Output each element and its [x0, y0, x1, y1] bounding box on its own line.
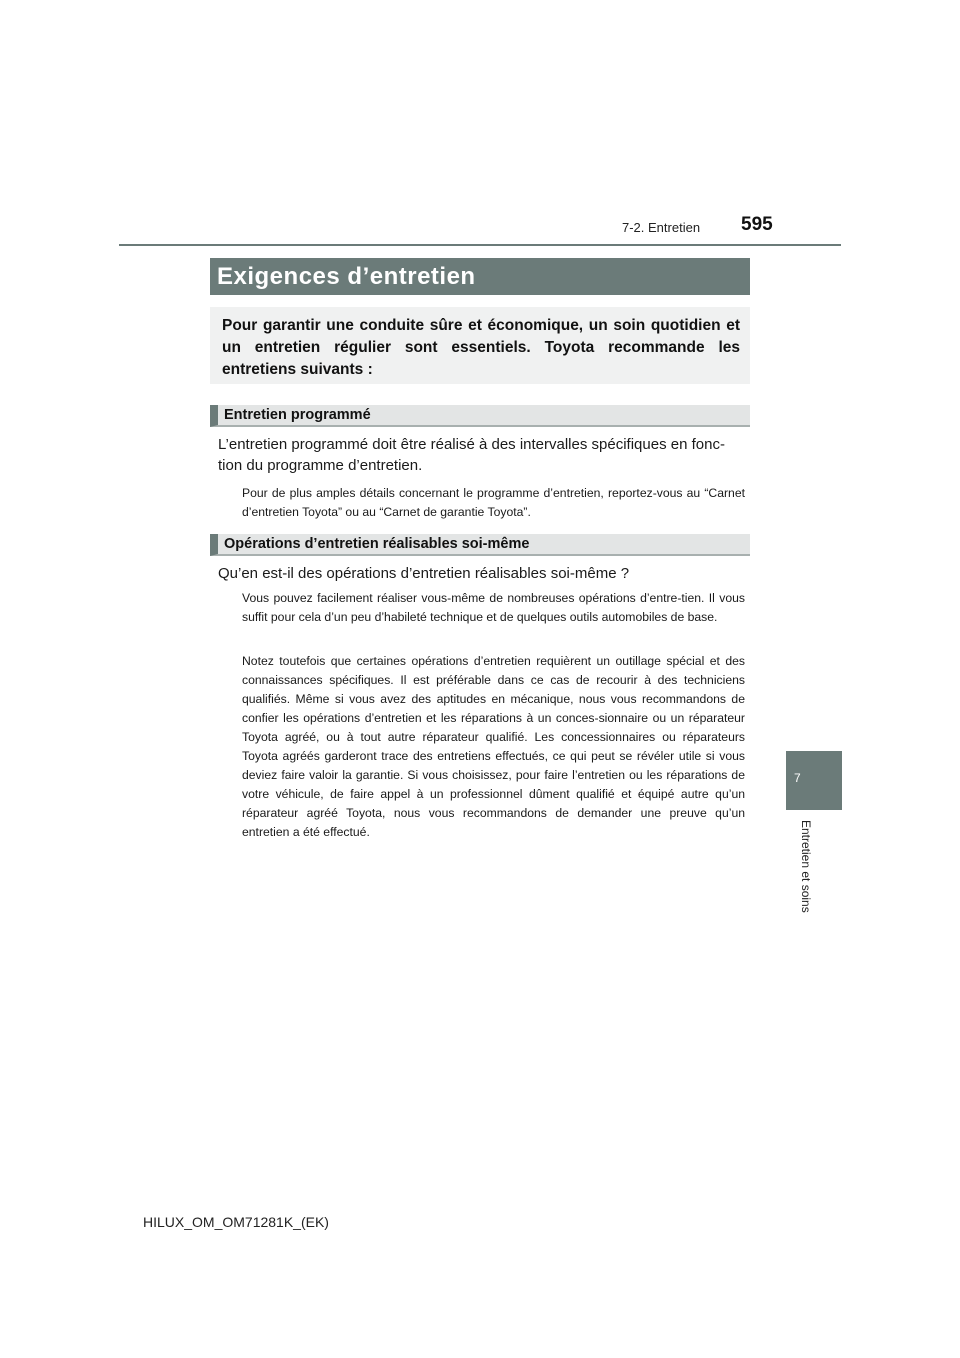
- section-heading-label: Opérations d’entretien réalisables soi-même: [224, 536, 530, 552]
- section-heading-label: Entretien programmé: [224, 407, 371, 423]
- section-heading-diy-maintenance: [210, 534, 750, 556]
- chapter-tab: [786, 751, 842, 810]
- section-lead: L’entretien programmé doit être réalisé à des intervalles spécifiques en fonc-tion du programme d’entretien.: [218, 436, 725, 474]
- page-title-bar: [210, 258, 750, 295]
- page-title: Exigences d’entretien: [217, 263, 476, 290]
- header-divider: [119, 244, 841, 246]
- section-heading-scheduled-maintenance: [210, 405, 750, 427]
- intro-box: [210, 307, 750, 384]
- document-code: HILUX_OM_OM71281K_(EK): [143, 1214, 329, 1230]
- section-paragraph: Vous pouvez facilement réaliser vous-même de nombreuses opérations d’entre-tien. Il vous suffit pour cela d’un peu d’habileté technique et de quelques outils automobiles de base.: [242, 591, 745, 624]
- running-header-section: 7-2. Entretien: [622, 220, 701, 235]
- chapter-number: 7: [794, 771, 801, 785]
- page-number: 595: [741, 214, 773, 235]
- section-lead: Qu’en est-il des opérations d’entretien réalisables soi-même ?: [218, 565, 630, 582]
- section-paragraph: Notez toutefois que certaines opérations d’entretien requièrent un outillage spécial et des connaissances spécifiques. Il est préférable dans ce cas de recourir à des techniciens qualifiés. Même si vous avez des aptitudes en mécanique, nous vous recommandons de confier les opérations d’entretien et les réparations à un conces-sionnaire ou un réparateur Toyota agréé, ou à tout autre réparateur qualifié. Les concessionnaires ou réparateurs Toyota agréés garderont trace des entretiens effectués, ce qui peut se révéler utile si vous deviez faire valoir la garantie. Si vous choisissez, pour faire l’entretien ou les réparations de votre véhicule, de faire appel à un professionnel dûment qualifié et équipé autre qu’un réparateur agréé Toyota, nous vous recommandons de demander une preuve qu’un entretien a été effectué.: [242, 654, 745, 839]
- intro-text: Pour garantir une conduite sûre et économique, un soin quotidien et un entretien régulier sont essentiels. Toyota recommande les entretiens suivants :: [222, 317, 740, 378]
- chapter-label: Entretien et soins: [799, 820, 813, 913]
- section-paragraph: Pour de plus amples détails concernant le programme d’entretien, reportez-vous au “Carnet d’entretien Toyota” ou au “Carnet de garantie Toyota”.: [242, 486, 745, 519]
